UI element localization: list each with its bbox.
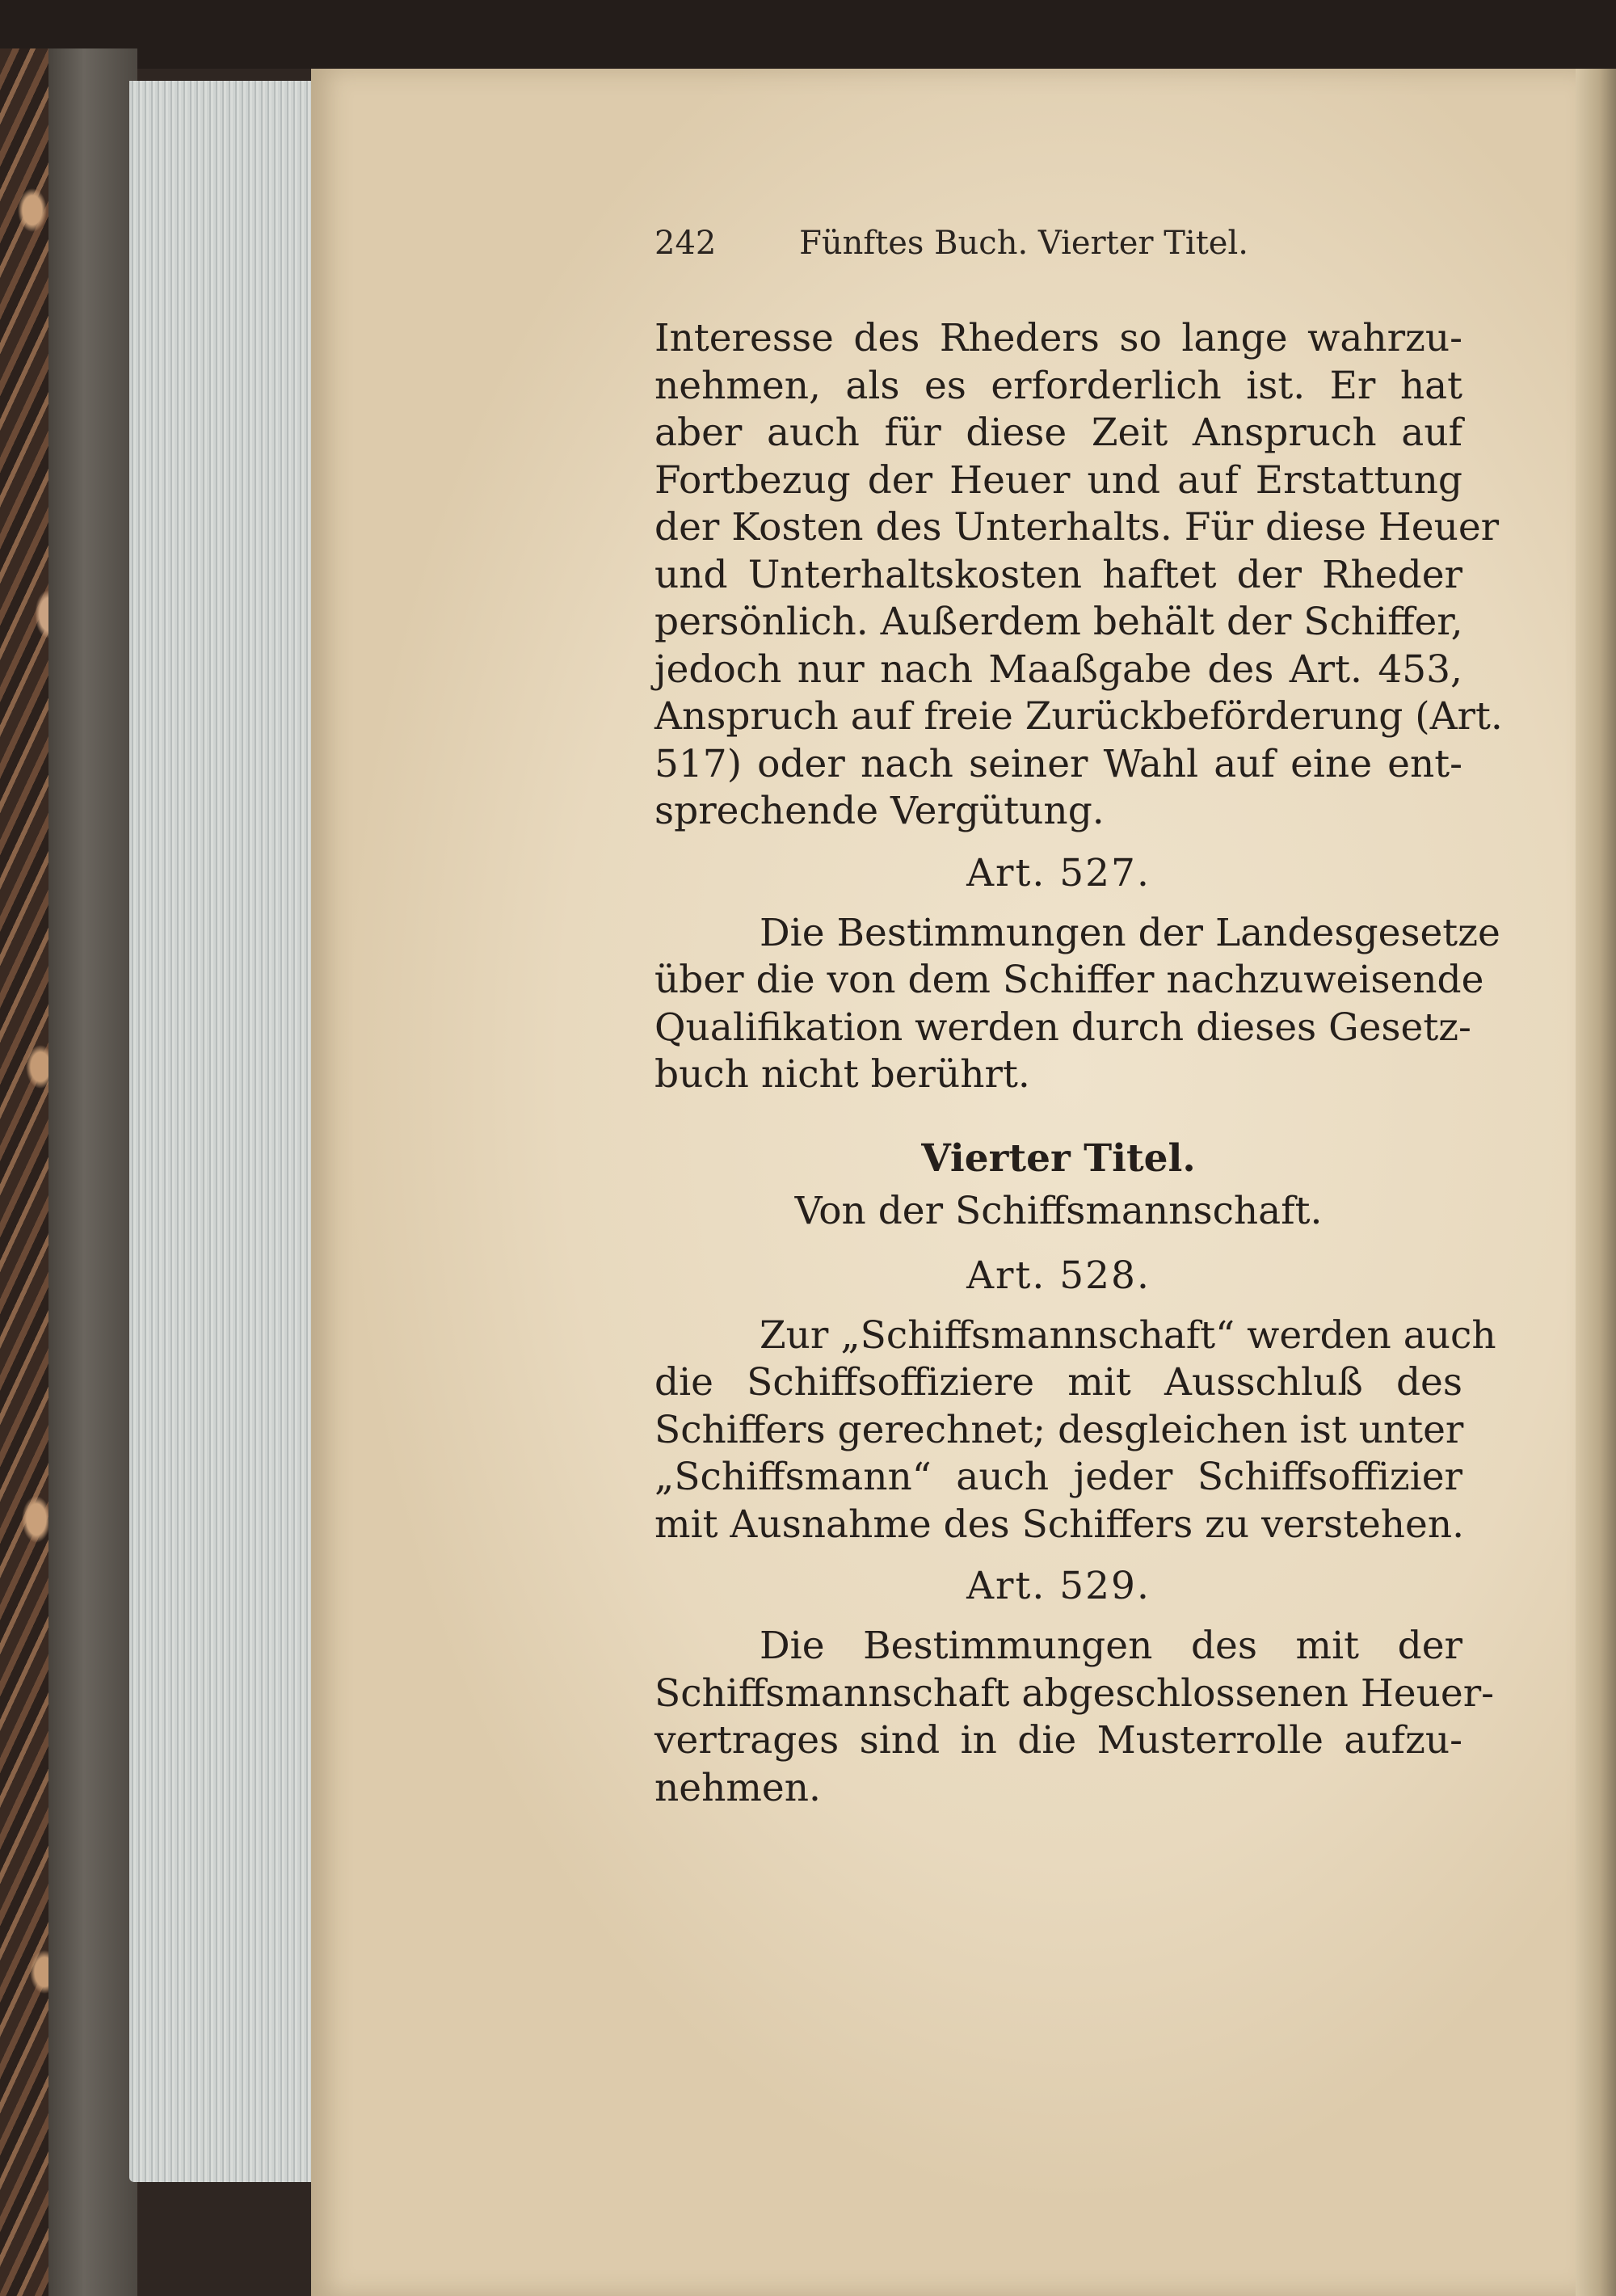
text-line: mit Ausnahme des Schiffers zu verstehen. [654,1502,1465,1547]
text-line: Schiffsmannschaft abgeschlossenen Heuer- [654,1670,1495,1716]
page-number: 242 [654,225,717,262]
text-line: 517) oder nach seiner Wahl auf eine ent- [654,741,1462,786]
text-line: Qualifikation werden durch dieses Gesetz- [654,1005,1471,1050]
text-line: Fortbezug der Heuer und auf Erstattung [654,457,1462,503]
text-line: nehmen, als es erforderlich ist. Er hat [654,363,1462,408]
text-line: jedoch nur nach Maaßgabe des Art. 453, [654,647,1462,692]
page-text [654,315,1503,1812]
title-heading: Vierter Titel. [921,1135,1196,1181]
page-stack-edge [129,81,315,2182]
text-line: persönlich. Außerdem behält der Schiffer, [654,600,1463,644]
background-strip [0,0,1616,69]
article-heading-527: Art. 527. [966,850,1151,895]
article-527-body [654,910,1500,1099]
text-line: Schiffers gerechnet; desgleichen ist unter [654,1407,1464,1452]
text-line: Die Bestimmungen der Landesgesetze [760,910,1500,955]
text-line: Die Bestimmungen des mit der [760,1624,1462,1668]
text-line: der Kosten des Unterhalts. Für diese Heuer [654,505,1500,550]
text-line: buch nicht berührt. [654,1052,1030,1097]
text-line: aber auch für diese Zeit Anspruch auf [654,411,1462,455]
article-528-body [654,1312,1496,1549]
running-header [654,225,1301,262]
text-line: Interesse des Rheders so lange wahrzu- [654,316,1462,360]
text-line: die Schiffsoffiziere mit Ausschluß des [654,1360,1462,1405]
article-heading-528: Art. 528. [966,1253,1151,1298]
running-title: Fünftes Buch. Vierter Titel. [799,225,1248,262]
article-529-body [654,1623,1495,1812]
title-subheading: Von der Schiffsmannschaft. [794,1188,1323,1233]
text-line: „Schiffsmann“ auch jeder Schiffsoffizier [654,1455,1462,1499]
text-line: vertrages sind in die Musterrolle aufzu- [654,1718,1462,1763]
paragraph-continued [654,315,1503,836]
text-line: Zur „Schiffsmannschaft“ werden auch [760,1312,1496,1358]
text-line: nehmen. [654,1765,821,1810]
cover-board-edge [48,48,137,2296]
article-heading-529: Art. 529. [966,1564,1151,1608]
text-line: über die von dem Schiffer nachzuweisende [654,958,1484,1002]
text-line: sprechende Vergütung. [654,789,1105,833]
text-line: und Unterhaltskosten haftet der Rheder [654,552,1462,597]
page-right-edge [1576,69,1616,2296]
text-line: Anspruch auf freie Zurückbeförderung (Art. [654,694,1503,739]
